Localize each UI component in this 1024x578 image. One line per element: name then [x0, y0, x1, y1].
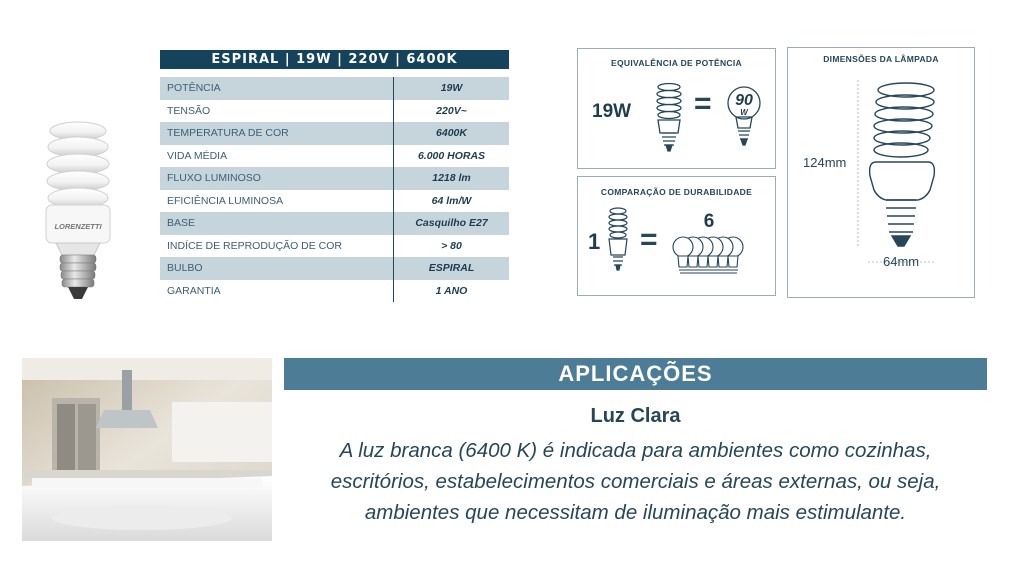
- brand-logo: LORENZETTI: [54, 222, 102, 231]
- spec-label: POTÊNCIA: [167, 82, 221, 94]
- durability-comparison-box: [577, 176, 776, 296]
- spec-row: [160, 212, 509, 235]
- spec-label: GARANTIA: [167, 284, 221, 297]
- spec-value: > 80: [393, 235, 509, 258]
- spec-value: 19W: [393, 77, 509, 100]
- description-line: escritórios, estabelecimentos comerciais e áreas externas, ou seja,: [330, 470, 941, 493]
- spec-label: EFICIÊNCIA LUMINOSA: [167, 194, 284, 207]
- equivalence-title: EQUIVALÊNCIA DE POTÊNCIA: [611, 58, 742, 68]
- cfl-count: 1: [588, 229, 601, 254]
- dimension-height: 124mm: [803, 155, 847, 170]
- applications-header: APLICAÇÕES: [284, 358, 987, 390]
- spec-value: Casquilho E27: [393, 212, 509, 235]
- cfl-watts: 19W: [592, 101, 632, 122]
- cfl-bulb-icon: [609, 208, 627, 270]
- incandescent-count: 6: [703, 211, 715, 232]
- specs-table: [160, 50, 509, 302]
- spec-label: TENSÃO: [167, 104, 211, 117]
- spec-value: 1 ANO: [393, 280, 509, 303]
- dimension-width: 64mm: [883, 254, 920, 269]
- product-bulb-image: [28, 115, 128, 305]
- spec-value: 6400K: [393, 122, 509, 145]
- spec-label: FLUXO LUMINOSO: [167, 172, 261, 184]
- spec-label: BASE: [167, 217, 196, 229]
- spec-label: VIDA MÉDIA: [167, 149, 228, 162]
- spec-label: BULBO: [167, 262, 203, 274]
- spec-value: 6.000 HORAS: [393, 145, 509, 168]
- spec-row: [160, 280, 509, 303]
- spec-row: [160, 235, 509, 258]
- incandescent-watts: 90: [735, 92, 753, 109]
- spec-row: [160, 145, 509, 168]
- incandescent-unit: W: [740, 108, 748, 117]
- description-line: A luz branca (6400 K) é indicada para ambientes como cozinhas,: [339, 439, 932, 462]
- equals-sign: =: [640, 223, 658, 256]
- dimensions-box: [787, 47, 975, 298]
- durability-title: COMPARAÇÃO DE DURABILIDADE: [600, 187, 753, 197]
- spec-value: 1218 lm: [393, 167, 509, 190]
- cfl-bulb-icon: [657, 84, 681, 152]
- applications-title: Luz Clara: [590, 405, 681, 427]
- power-equivalence-box: [577, 48, 776, 169]
- spec-value: 220V~: [393, 100, 509, 123]
- kitchen-photo: [22, 358, 272, 541]
- specs-header: ESPIRAL | 19W | 220V | 6400K: [160, 50, 509, 69]
- equals-sign: =: [694, 87, 712, 120]
- dimensions-title: DIMENSÕES DA LÂMPADA: [823, 54, 939, 64]
- spec-row: [160, 167, 509, 190]
- spec-row: [160, 100, 509, 123]
- spec-value: 64 lm/W: [393, 190, 509, 213]
- spec-label: TEMPERATURA DE COR: [167, 127, 289, 139]
- spec-row: [160, 257, 509, 280]
- spec-row: [160, 190, 509, 213]
- applications-description: [284, 435, 987, 528]
- spec-label: INDÍCE DE REPRODUÇÃO DE COR: [167, 239, 343, 252]
- incandescent-bulbs-group-icon: [673, 237, 743, 273]
- spec-row: [160, 122, 509, 145]
- spec-value: ESPIRAL: [393, 257, 509, 280]
- lamp-outline-icon: [870, 83, 935, 246]
- description-line: ambientes que necessitam de iluminação mais estimulante.: [364, 501, 907, 524]
- spec-row: [160, 77, 509, 100]
